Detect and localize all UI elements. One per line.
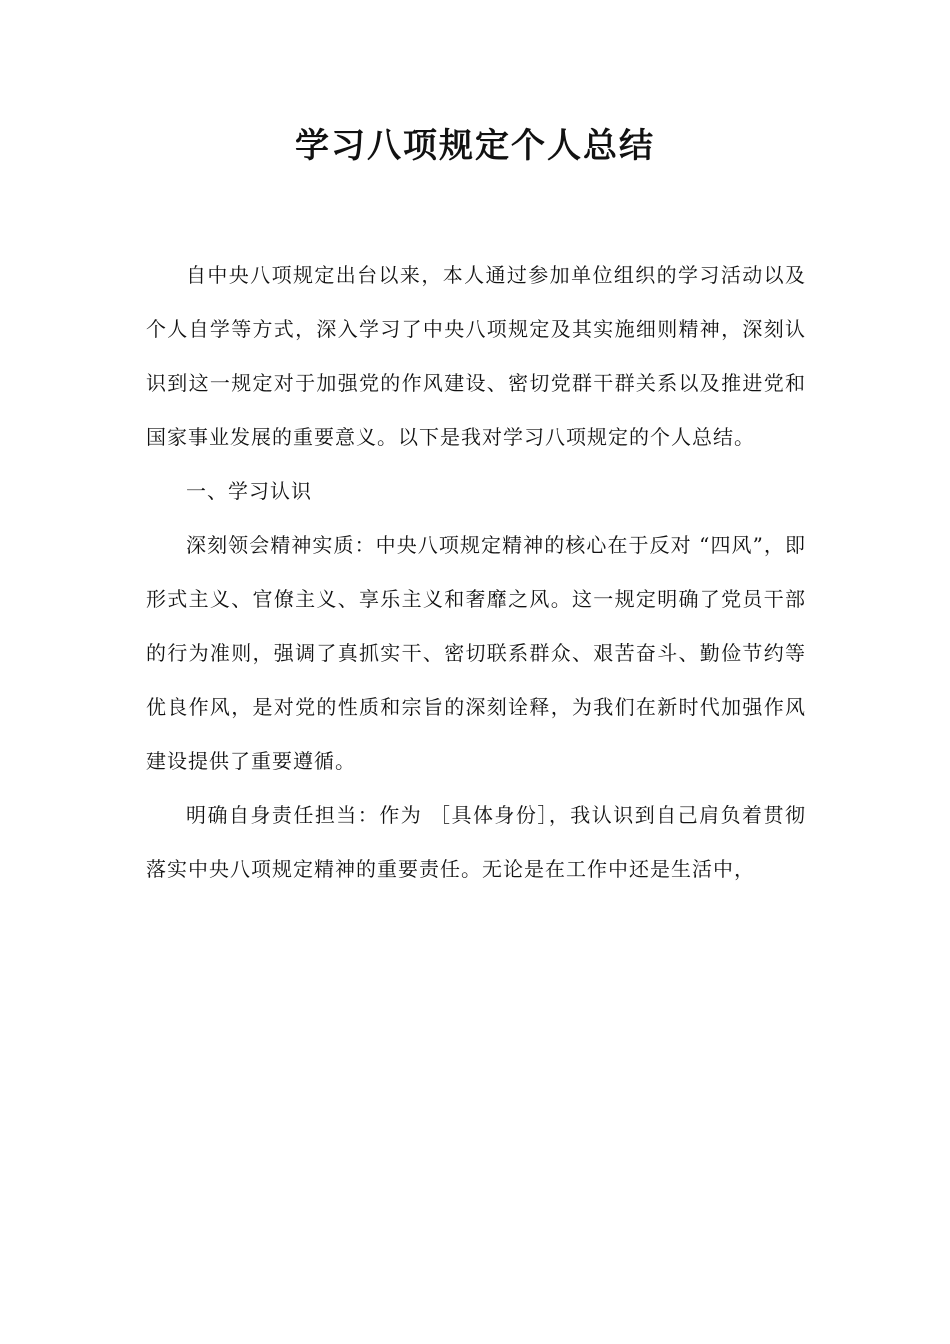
section-heading-learning-understanding: 一、学习认识 xyxy=(186,479,312,503)
paragraph-responsibility: 明确自身责任担当：作为 ［具体身份］，我认识到自己肩负着贯彻落实中央八项规定精神的重要责任。无论是在工作中还是生活中， xyxy=(146,803,806,881)
paragraph-spirit-essence: 深刻领会精神实质：中央八项规定精神的核心在于反对 “四风”，即形式主义、官僚主义、享乐主义和奢靡之风。这一规定明确了党员干部的行为准则，强调了真抓实干、密切联系群众、艰苦奋斗、勤俭节约等优良作风，是对党的性质和宗旨的深刻诠释，为我们在新时代加强作风建设提供了重要遵循。 xyxy=(146,533,806,773)
paragraph-intro: 自中央八项规定出台以来，本人通过参加单位组织的学习活动以及个人自学等方式，深入学习了中央八项规定及其实施细则精神，深刻认识到这一规定对于加强党的作风建设、密切党群干群关系以及推进党和国家事业发展的重要意义。以下是我对学习八项规定的个人总结。 xyxy=(146,263,806,449)
document-body xyxy=(146,248,806,896)
document-title: 学习八项规定个人总结 xyxy=(295,126,655,166)
